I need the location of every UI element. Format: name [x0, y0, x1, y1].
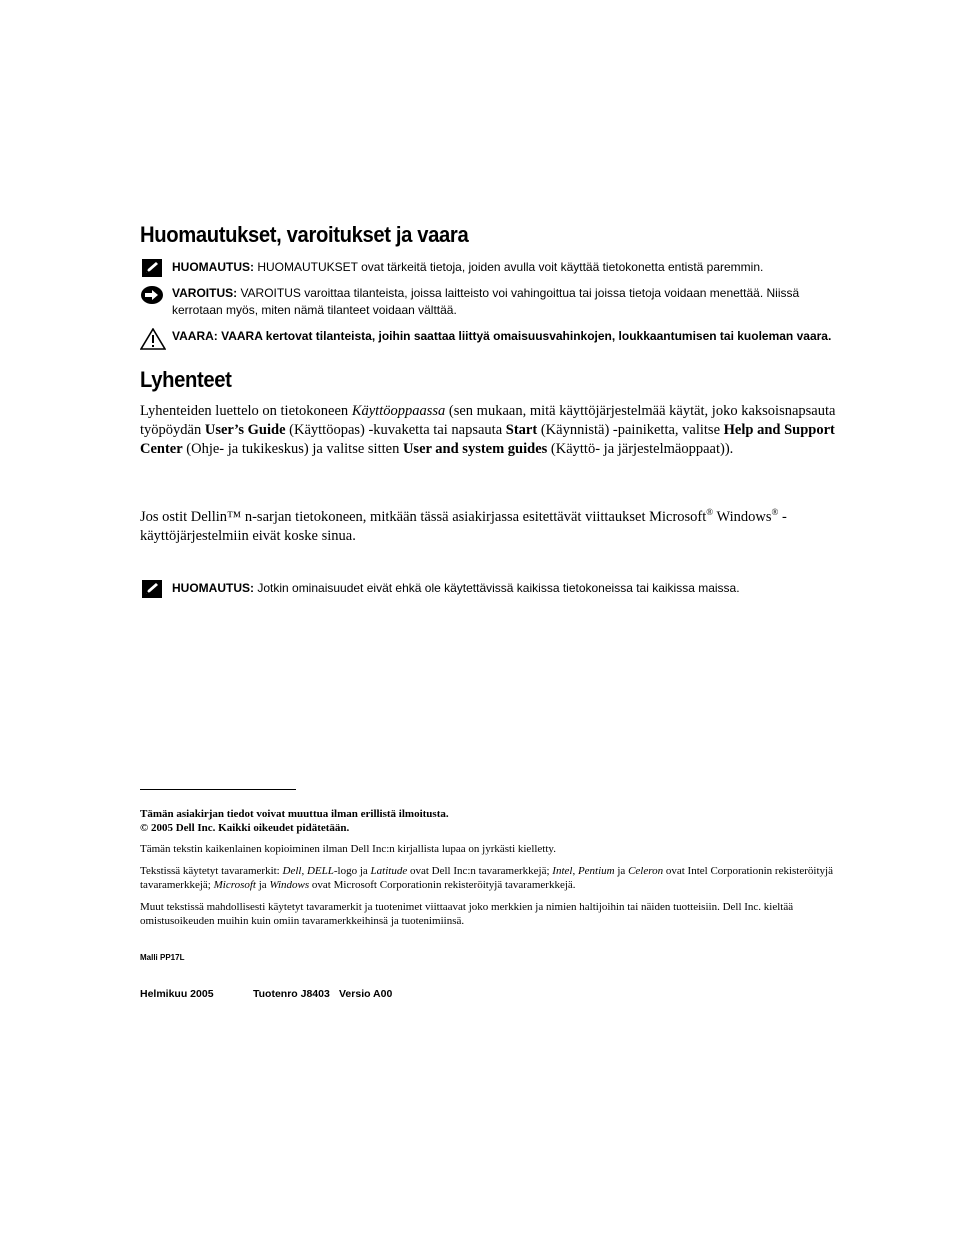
footer-date: Helmikuu 2005 — [140, 988, 214, 1000]
footnote-separator — [140, 789, 296, 790]
footer-part-number: Tuotenro J8403 — [253, 988, 330, 1000]
section-title-abbreviations — [140, 367, 240, 393]
warning-triangle-icon — [140, 328, 166, 355]
caution-label: VAROITUS: — [172, 286, 238, 300]
abbreviations-paragraph: Lyhenteiden luettelo on tietokoneen Käyttöoppaassa (sen mukaan, mitä käyttöjärjestelmää käytät, joko kaksoisnapsauta työpöydän User’s Guide (Käyttöopas) -kuvaketta tai napsauta Start (Käynnistä) -painiketta, valitse Help and Support Center (Ohje- ja tukikeskus) ja valitse sitten User and system guides (Käyttö- ja järjestelmäoppaat)). — [140, 403, 836, 457]
note-pencil-icon — [140, 259, 162, 282]
warning-label: VAARA: — [172, 329, 218, 343]
legal-notice-bold: Tämän asiakirjan tiedot voivat muuttua ilman erillistä ilmoitusta. © 2005 Dell Inc. Kaikki oikeudet pidätetään. — [140, 808, 449, 834]
legal-trademarks: Tekstissä käytetyt tavaramerkit: Dell, DELL-logo ja Latitude ovat Dell Inc:n tavaramerkkejä; Intel, Pentium ja Celeron ovat Intel Corporationin rekisteröityjä tavaramerkkejä; Microsoft ja Windows ovat Microsoft Corporationin rekisteröityjä tavaramerkkejä. — [140, 865, 833, 891]
note-pencil-icon — [140, 580, 162, 603]
warning-text: VAARA kertovat tilanteista, joihin saattaa liittyä omaisuusvahinkojen, loukkaantumisen tai kuoleman vaara. — [217, 329, 832, 343]
caution-arrow-icon — [140, 285, 164, 310]
model-number: Malli PP17L — [140, 953, 185, 962]
note-text: HUOMAUTUKSET ovat tärkeitä tietoja, joiden avulla voit käyttää tietokonetta entistä paremmin. — [254, 260, 764, 274]
note2-text: Jotkin ominaisuudet eivät ehkä ole käytettävissä kaikissa tietokoneissa tai kaikissa maissa. — [254, 581, 740, 595]
note-label: HUOMAUTUS: — [172, 260, 254, 274]
warning-notice — [140, 328, 840, 348]
caution-notice — [140, 285, 840, 321]
note2-notice — [140, 580, 840, 598]
n-series-paragraph: Jos ostit Dellin™ n-sarjan tietokoneen, mitkään tässä asiakirjassa esitettävät viittaukset Microsoft® Windows® -käyttöjärjestelmiin eivät koske sinua. — [140, 507, 787, 544]
heading-notes: Huomautukset, varoitukset ja vaara — [140, 222, 469, 247]
footer-version: Versio A00 — [339, 988, 393, 1000]
section-title-notes — [140, 222, 497, 248]
legal-copy-notice: Tämän tekstin kaikenlainen kopioiminen ilman Dell Inc:n kirjallista lupaa on jyrkästi kielletty. — [140, 843, 556, 855]
caution-text: VAROITUS varoittaa tilanteista, joissa laitteisto voi vahingoittua tai joissa tietoja voidaan menettää. Niissä kerrotaan myös, miten nämä tilanteet voidaan välttää. — [172, 286, 800, 317]
note-notice — [140, 259, 840, 277]
legal-other-trademarks: Muut tekstissä mahdollisesti käytetyt tavaramerkit ja tuotenimet viittaavat joko merkkien ja nimien haltijoihin tai näiden tuotteisiin. Dell Inc. kieltää omistusoikeuden muihin kuin omiin tavaramerkkeihinsä ja tuotenimiinsä. — [140, 901, 794, 927]
note2-label: HUOMAUTUS: — [172, 581, 254, 595]
heading-abbreviations: Lyhenteet — [140, 367, 232, 392]
